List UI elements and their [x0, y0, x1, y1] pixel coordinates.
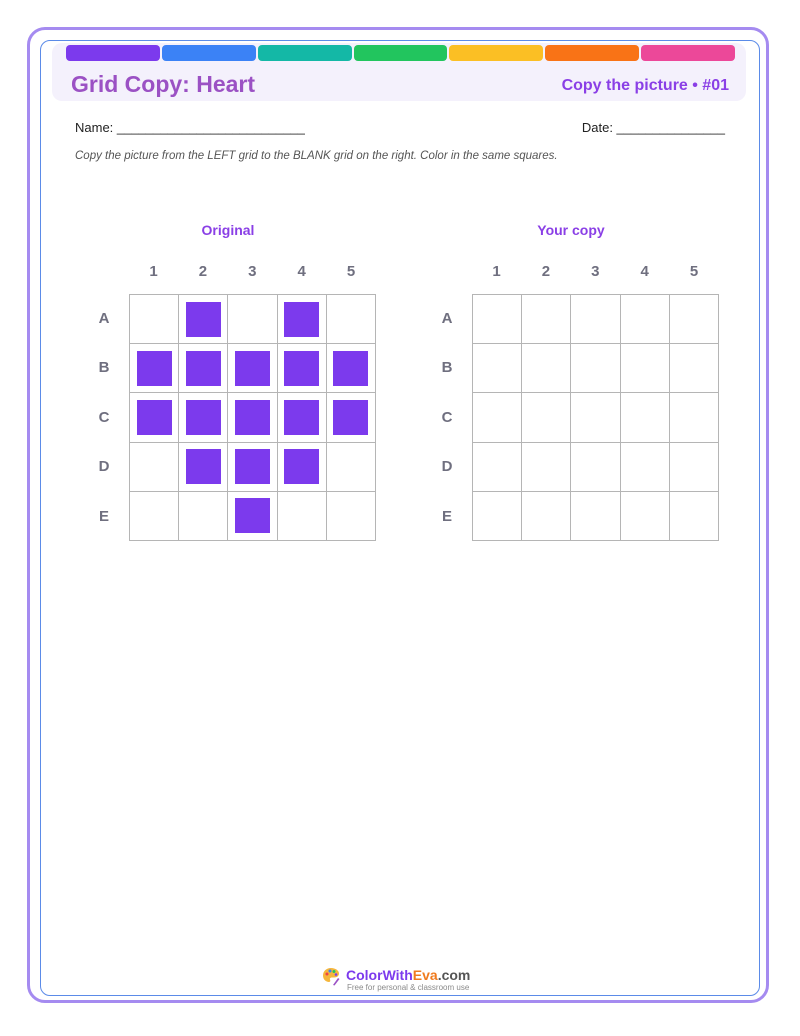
color-bar-segment	[545, 45, 639, 61]
copy-grid-cell[interactable]	[473, 492, 522, 541]
copy-grid-cell[interactable]	[522, 344, 571, 393]
copy-grid-cell[interactable]	[473, 344, 522, 393]
page-subtitle: Copy the picture • #01	[561, 77, 729, 94]
filled-square	[235, 498, 270, 533]
column-label: 5	[689, 263, 699, 280]
instructions-text: Copy the picture from the LEFT grid to the BLANK grid on the right. Color in the same squares.	[75, 150, 558, 162]
row-label: A	[441, 310, 453, 327]
color-bar-segment	[66, 45, 160, 61]
copy-grid-cell[interactable]	[621, 393, 670, 442]
palette-icon	[321, 966, 341, 986]
original-grid-cell	[327, 492, 376, 541]
copy-grid-cell[interactable]	[571, 344, 620, 393]
copy-grid-cell[interactable]	[473, 443, 522, 492]
filled-square	[137, 351, 172, 386]
original-grid-cell	[228, 295, 277, 344]
original-grid-cell	[327, 295, 376, 344]
footer-brand: ColorWithEva.com	[346, 967, 471, 983]
copy-grid-cell[interactable]	[571, 393, 620, 442]
original-grid-cell	[130, 393, 179, 442]
filled-square	[137, 400, 172, 435]
original-grid-cell	[278, 295, 327, 344]
row-label: C	[98, 408, 110, 426]
filled-square	[235, 400, 270, 435]
copy-grid-cell[interactable]	[571, 492, 620, 541]
copy-grid-cell[interactable]	[621, 295, 670, 344]
copy-grid-cell[interactable]	[571, 295, 620, 344]
copy-grid-cell[interactable]	[571, 443, 620, 492]
original-grid-cell	[179, 344, 228, 393]
original-grid-cell	[228, 393, 277, 442]
name-field[interactable]: Name: __________________________	[75, 120, 305, 135]
copy-grid-cell[interactable]	[621, 492, 670, 541]
footer-note: Free for personal & classroom use	[347, 983, 470, 992]
original-grid-cell	[130, 344, 179, 393]
column-label: 1	[149, 263, 158, 280]
filled-square	[235, 351, 270, 386]
column-label: 2	[198, 263, 208, 280]
color-bar-segment	[449, 45, 543, 61]
color-bar-segment	[162, 45, 256, 61]
copy-grid-heading: Your copy	[537, 222, 605, 238]
column-label: 5	[346, 263, 356, 280]
filled-square	[333, 400, 368, 435]
copy-grid-cell[interactable]	[522, 492, 571, 541]
column-label: 4	[640, 263, 649, 280]
original-grid-cell	[130, 492, 179, 541]
filled-square	[284, 302, 319, 337]
original-grid-cell	[278, 393, 327, 442]
original-grid-cell	[278, 492, 327, 541]
filled-square	[284, 449, 319, 484]
color-bar-segment	[641, 45, 735, 61]
copy-grid-cell[interactable]	[522, 295, 571, 344]
filled-square	[186, 351, 221, 386]
copy-grid-cell[interactable]	[522, 443, 571, 492]
copy-grid-cell[interactable]	[473, 393, 522, 442]
column-label: 4	[297, 263, 306, 280]
original-grid-cell	[228, 443, 277, 492]
original-grid-cell	[179, 492, 228, 541]
row-label: B	[98, 359, 110, 377]
original-grid-cell	[327, 344, 376, 393]
copy-grid-cell[interactable]	[670, 492, 719, 541]
original-grid-cell	[179, 295, 228, 344]
filled-square	[235, 449, 270, 484]
row-label: A	[98, 310, 110, 327]
copy-grid-cell[interactable]	[621, 344, 670, 393]
copy-grid-cell[interactable]	[621, 443, 670, 492]
original-grid	[129, 294, 376, 541]
filled-square	[333, 351, 368, 386]
original-grid-cell	[278, 443, 327, 492]
copy-grid-cell[interactable]	[670, 344, 719, 393]
copy-grid-cell[interactable]	[473, 295, 522, 344]
filled-square	[186, 400, 221, 435]
original-grid-cell	[130, 443, 179, 492]
row-label: E	[98, 507, 109, 525]
original-grid-cell	[228, 492, 277, 541]
filled-square	[186, 449, 221, 484]
original-grid-heading: Original	[201, 222, 255, 238]
row-label: E	[441, 507, 452, 525]
filled-square	[284, 351, 319, 386]
original-grid-cell	[327, 393, 376, 442]
original-grid-cell	[130, 295, 179, 344]
row-label: B	[441, 359, 453, 377]
filled-square	[186, 302, 221, 337]
column-label: 2	[541, 263, 551, 280]
row-label: D	[98, 458, 110, 476]
original-grid-cell	[179, 393, 228, 442]
color-bar-segment	[354, 45, 448, 61]
color-bar-segment	[258, 45, 352, 61]
original-grid-cell	[228, 344, 277, 393]
original-grid-cell	[179, 443, 228, 492]
original-grid-cell	[278, 344, 327, 393]
row-label: D	[441, 458, 453, 476]
original-grid-cell	[327, 443, 376, 492]
filled-square	[284, 400, 319, 435]
column-label: 1	[492, 263, 501, 280]
column-label: 3	[591, 263, 600, 280]
copy-grid-cell[interactable]	[670, 443, 719, 492]
date-field[interactable]: Date: _______________	[581, 120, 725, 135]
copy-grid-cell[interactable]	[670, 295, 719, 344]
copy-grid[interactable]	[472, 294, 719, 541]
page-title: Grid Copy: Heart	[71, 71, 256, 97]
copy-grid-cell[interactable]	[670, 393, 719, 442]
row-label: C	[441, 408, 453, 426]
column-label: 3	[248, 263, 257, 280]
copy-grid-cell[interactable]	[522, 393, 571, 442]
